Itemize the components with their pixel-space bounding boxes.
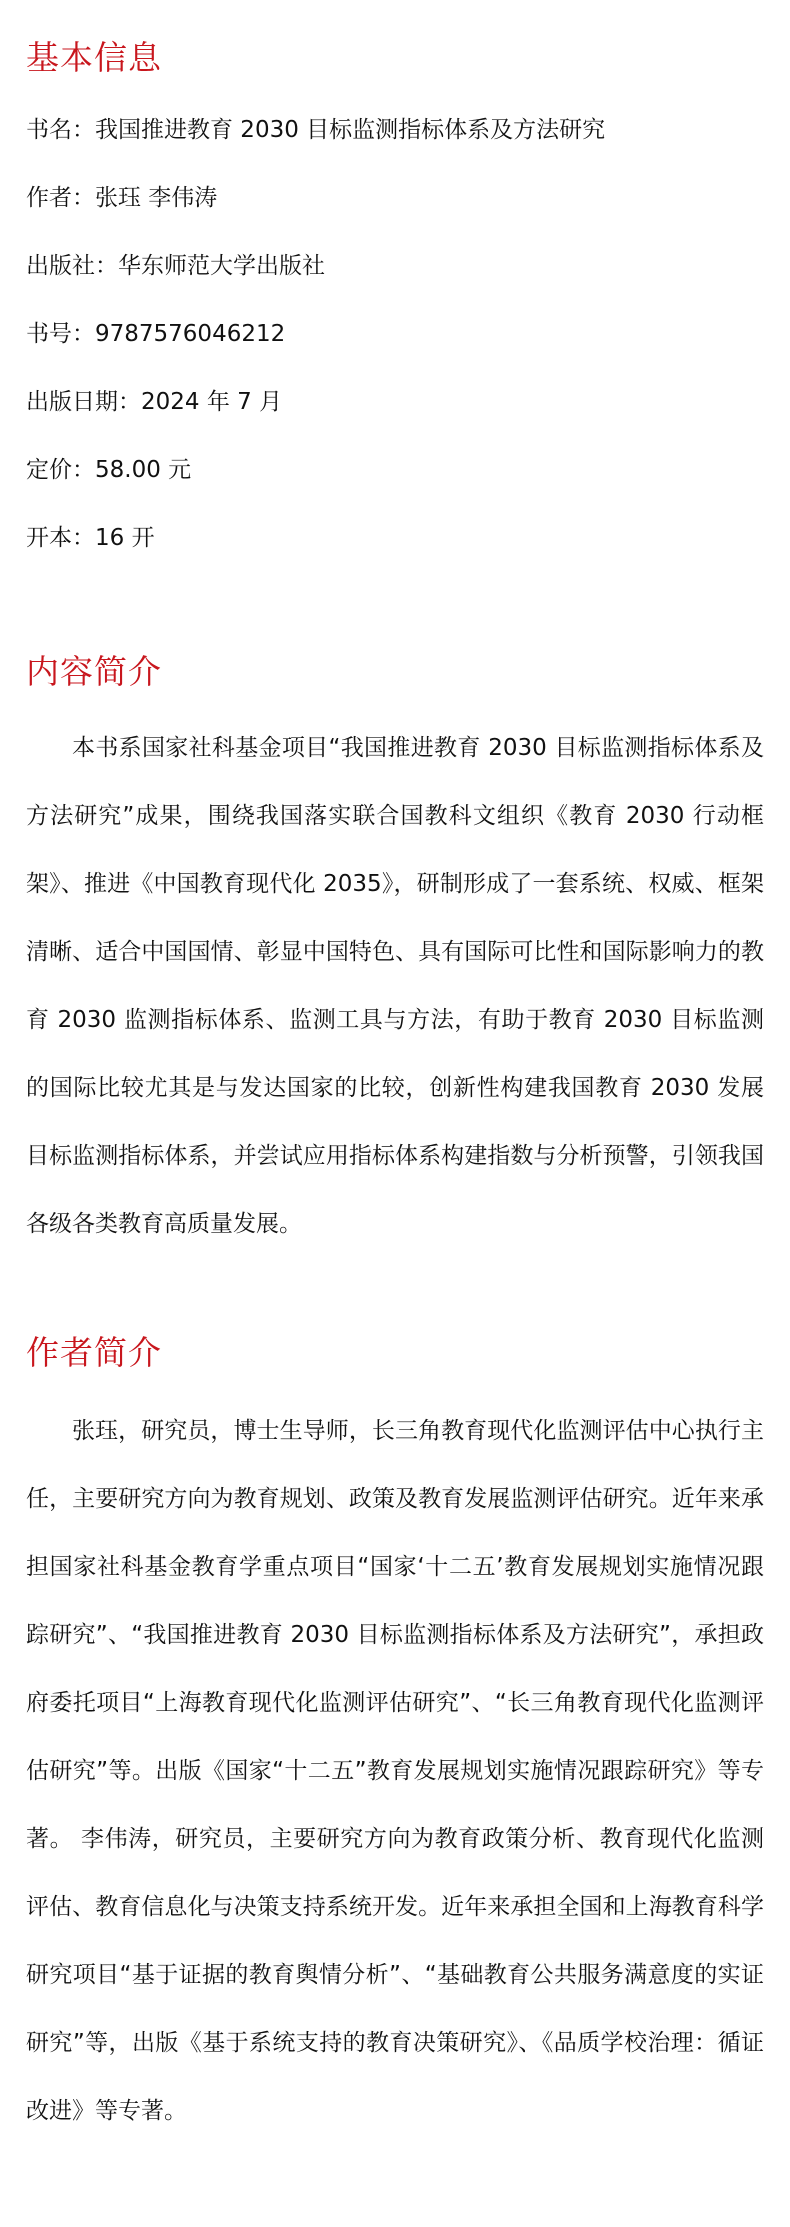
summary-heading: 内容简介	[26, 652, 162, 691]
publisher-line: 出版社：华东师范大学出版社	[26, 253, 325, 279]
publish-date-line: 出版日期：2024 年 7 月	[26, 389, 283, 415]
price-line: 定价：58.00 元	[26, 457, 192, 483]
author-line: 作者：张珏 李伟涛	[26, 185, 218, 211]
authors-paragraph: 张珏，研究员，博士生导师，长三角教育现代化监测评估中心执行主任，主要研究方向为教育规划、政策及教育发展监测评估研究。近年来承担国家社科基金教育学重点项目“国家‘十二五’教育发展规划实施情况跟踪研究”、“我国推进教育 2030 目标监测指标体系及方法研究”，承担政府委托项目“上海教育现代化监测评估研究”、“长三角教育现代化监测评估研究”等。出版《国家“十二五”教育发展规划实施情况跟踪研究》等专著。 李伟涛，研究员，主要研究方向为教育政策分析、教育现代化监测评估、教育信息化与决策支持系统开发。近年来承担全国和上海教育科学研究项目“基于证据的教育舆情分析”、“基础教育公共服务满意度的实证研究”等，出版《基于系统支持的教育决策研究》、《品质学校治理：循证改进》等专著。	[26, 1418, 764, 2124]
authors-heading: 作者简介	[26, 1333, 162, 1372]
basic-info-heading: 基本信息	[26, 38, 162, 77]
format-line: 开本：16 开	[26, 525, 155, 551]
summary-paragraph: 本书系国家社科基金项目“我国推进教育 2030 目标监测指标体系及方法研究”成果，围绕我国落实联合国教科文组织《教育 2030 行动框架》、推进《中国教育现代化 2035》，研制形成了一套系统、权威、框架清晰、适合中国国情、彰显中国特色、具有国际可比性和国际影响力的教育 2030 监测指标体系、监测工具与方法，有助于教育 2030 目标监测的国际比较尤其是与发达国家的比较，创新性构建我国教育 2030 发展目标监测指标体系，并尝试应用指标体系构建指数与分析预警，引领我国各级各类教育高质量发展。	[26, 735, 764, 1237]
isbn-line: 书号：9787576046212	[26, 321, 286, 347]
book-title-line: 书名：我国推进教育 2030 目标监测指标体系及方法研究	[26, 117, 606, 143]
